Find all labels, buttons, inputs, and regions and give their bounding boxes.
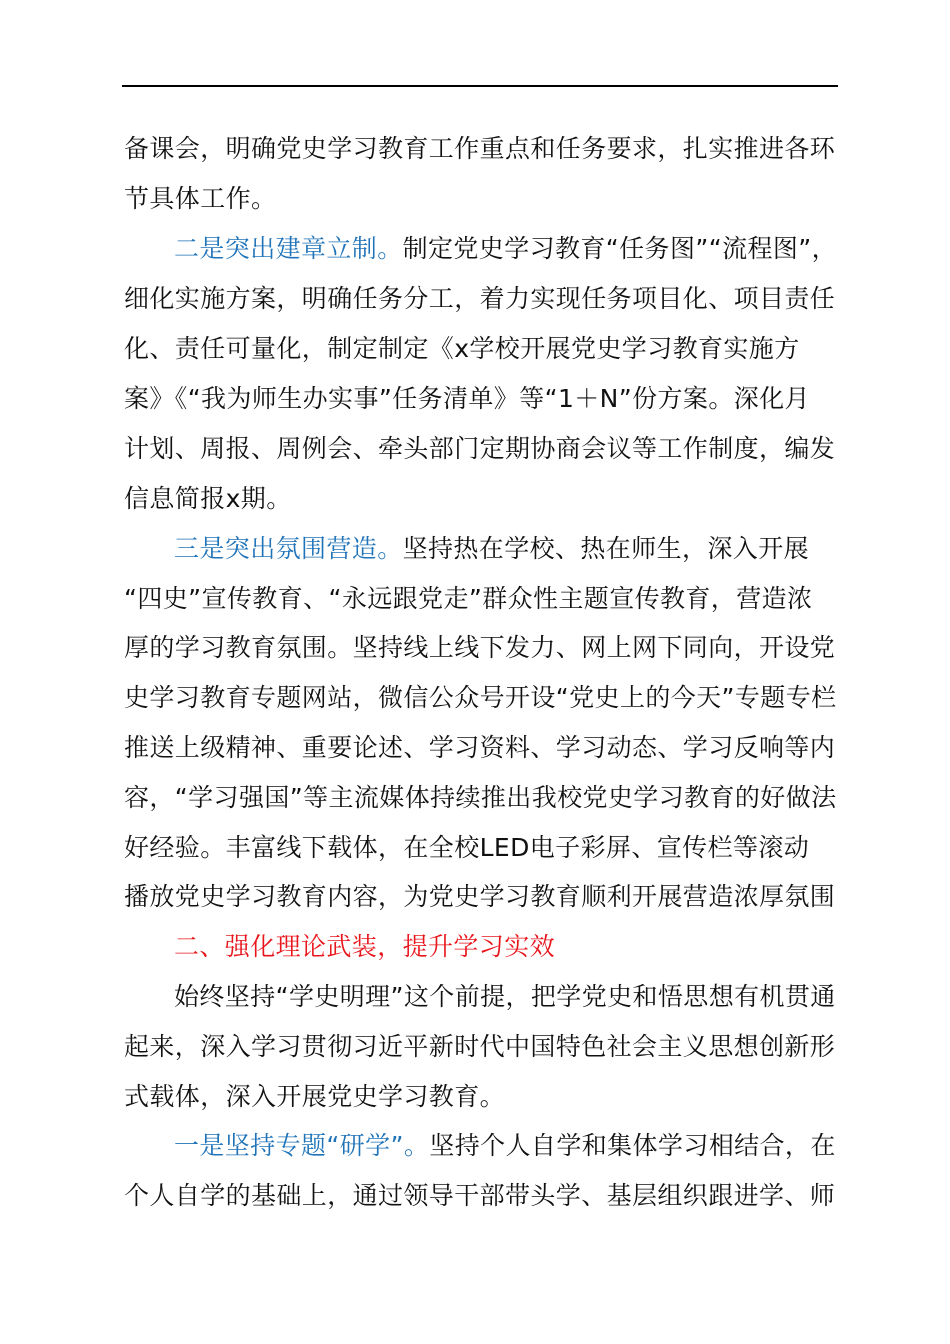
text-line: 容，“学习强国”等主流媒体持续推出我校党史学习教育的好做法 xyxy=(124,783,837,812)
text-line: 好经验。丰富线下载体，在全校LED电子彩屏、宣传栏等滚动 xyxy=(124,833,810,862)
text-line: 案》《“我为师生办实事”任务清单》等“1＋N”份方案。深化月 xyxy=(124,384,810,413)
text-line: “四史”宣传教育、“永远跟党走”群众性主题宣传教育，营造浓 xyxy=(124,584,813,613)
text-line: 细化实施方案，明确任务分工，着力实现任务项目化、项目责任 xyxy=(124,284,836,313)
text-line: 计划、周报、周例会、牵头部门定期协商会议等工作制度，编发 xyxy=(124,434,836,463)
subheading: 三是突出氛围营造。 xyxy=(174,534,403,563)
text-line: 一是坚持专题“研学”。坚持个人自学和集体学习相结合，在 xyxy=(174,1131,836,1160)
header-rule xyxy=(122,85,838,87)
text-line: 起来，深入学习贯彻习近平新时代中国特色社会主义思想创新形 xyxy=(124,1032,836,1061)
text-line: 厚的学习教育氛围。坚持线上线下发力、网上网下同向，开设党 xyxy=(124,633,836,662)
subheading: 一是坚持专题“研学”。 xyxy=(174,1131,430,1160)
text-line: 三是突出氛围营造。坚持热在学校、热在师生，深入开展 xyxy=(174,534,810,563)
text-line: 备课会，明确党史学习教育工作重点和任务要求，扎实推进各环 xyxy=(124,134,836,163)
text-line: 推送上级精神、重要论述、学习资料、学习动态、学习反响等内 xyxy=(124,733,836,762)
text-line: 信息简报x期。 xyxy=(124,484,292,513)
section-heading: 二、强化理论武装，提升学习实效 xyxy=(174,932,556,961)
text-line: 始终坚持“学史明理”这个前提，把学党史和悟思想有机贯通 xyxy=(174,982,836,1011)
text-line: 播放党史学习教育内容，为党史学习教育顺利开展营造浓厚氛围 xyxy=(124,882,836,911)
text-line: 个人自学的基础上，通过领导干部带头学、基层组织跟进学、师 xyxy=(124,1181,836,1210)
text-line: 节具体工作。 xyxy=(124,184,277,213)
text-line: 式载体，深入开展党史学习教育。 xyxy=(124,1082,506,1111)
text-line: 化、责任可量化，制定制定《x学校开展党史学习教育实施方 xyxy=(124,334,800,363)
subheading: 二是突出建章立制。 xyxy=(174,234,403,263)
text-line: 二是突出建章立制。制定党史学习教育“任务图”“流程图”， xyxy=(174,234,838,263)
text-line: 史学习教育专题网站，微信公众号开设“党史上的今天”专题专栏 xyxy=(124,683,837,712)
